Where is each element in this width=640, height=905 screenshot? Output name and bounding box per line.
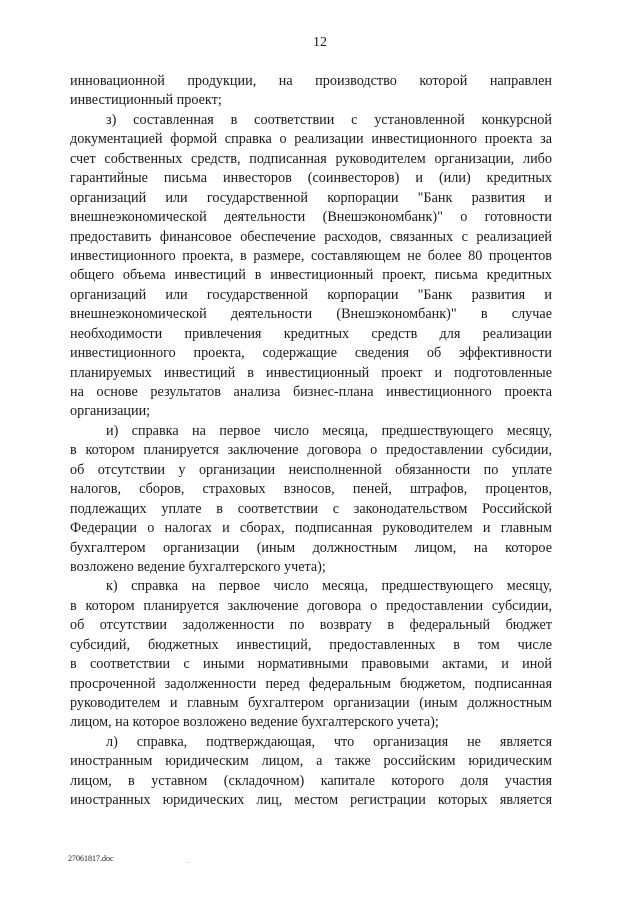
- text-line: лицом, на которое возложено ведение бухгалтерского учета);: [70, 714, 439, 731]
- text-line: лицом, в уставном (складочном) капитале которого доля участия: [70, 772, 552, 789]
- text-line: в соответствии с иными нормативными правовыми актами, и иной: [70, 656, 552, 673]
- text-line: общего объема инвестиций в инвестиционный проект, письма кредитных: [70, 267, 552, 284]
- text-line: инвестиционного проекта, содержащие сведения об эффективности: [70, 345, 552, 362]
- text-line: об отсутствии задолженности по возврату в федеральный бюджет: [70, 617, 552, 634]
- footer-filename: 27061817.doc: [68, 854, 114, 863]
- text-line: з) составленная в соответствии с установленной конкурсной: [106, 111, 552, 128]
- text-line: налогов, сборов, страховых взносов, пеней, штрафов, процентов,: [70, 481, 552, 498]
- text-line: иностранных юридических лиц, местом регистрации которых является: [70, 792, 552, 809]
- body-text: [70, 72, 552, 811]
- text-line: инвестиционного проекта, в размере, составляющем не более 80 процентов: [70, 247, 552, 264]
- text-line: организации;: [70, 403, 151, 420]
- text-line: просроченной задолженности перед федеральным бюджетом, подписанная: [70, 675, 552, 692]
- text-line: руководителем и главным бухгалтером организации (иным должностным: [70, 695, 552, 711]
- text-line: внешнеэкономической деятельности (Внешэкономбанк)" о готовности: [70, 209, 552, 226]
- text-line: инвестиционный проект;: [70, 92, 222, 109]
- text-line: планируемых инвестиций в инвестиционный проект и подготовленные: [70, 364, 552, 381]
- text-line: гарантийные письма инвесторов (соинвесторов) и (или) кредитных: [70, 170, 552, 187]
- text-line: на основе результатов анализа бизнес-плана инвестиционного проекта: [70, 384, 552, 400]
- text-line: подлежащих уплате в соответствии с законодательством Российской: [70, 500, 552, 517]
- text-line: Федерации о налогах и сборах, подписанная руководителем и главным: [70, 520, 552, 537]
- text-line: документацией формой справка о реализации инвестиционного проекта за: [70, 131, 552, 148]
- text-line: предоставить финансовое обеспечение расходов, связанных с реализацией: [70, 228, 552, 245]
- text-line: и) справка на первое число месяца, предшествующего месяцу,: [106, 422, 552, 439]
- text-line: внешнеэкономической деятельности (Внешэкономбанк)" в случае: [70, 306, 552, 323]
- text-line: счет собственных средств, подписанная руководителем организации, либо: [70, 150, 552, 167]
- scan-dot: .: [187, 856, 189, 865]
- text-line: субсидий, бюджетных инвестиций, предоставленных в том числе: [70, 636, 552, 653]
- text-line: л) справка, подтверждающая, что организация не является: [106, 733, 552, 750]
- text-line: в котором планируется заключение договора о предоставлении субсидии,: [70, 597, 552, 614]
- text-line: в котором планируется заключение договора о предоставлении субсидии,: [70, 442, 552, 459]
- page-number: 12: [313, 35, 327, 50]
- text-line: бухгалтером организации (иным должностным лицом, на которое: [70, 539, 552, 556]
- text-line: возложено ведение бухгалтерского учета);: [70, 558, 326, 575]
- text-line: об отсутствии у организации неисполненной обязанности по уплате: [70, 461, 552, 478]
- text-line: инновационной продукции, на производство которой направлен: [70, 73, 552, 89]
- text-line: организаций или государственной корпорации "Банк развития и: [70, 189, 552, 206]
- text-line: необходимости привлечения кредитных средств для реализации: [70, 325, 552, 342]
- text-line: организаций или государственной корпорации "Банк развития и: [70, 286, 552, 303]
- text-line: к) справка на первое число месяца, предшествующего месяцу,: [106, 578, 552, 595]
- text-line: иностранным юридическим лицом, а также российским юридическим: [70, 753, 552, 770]
